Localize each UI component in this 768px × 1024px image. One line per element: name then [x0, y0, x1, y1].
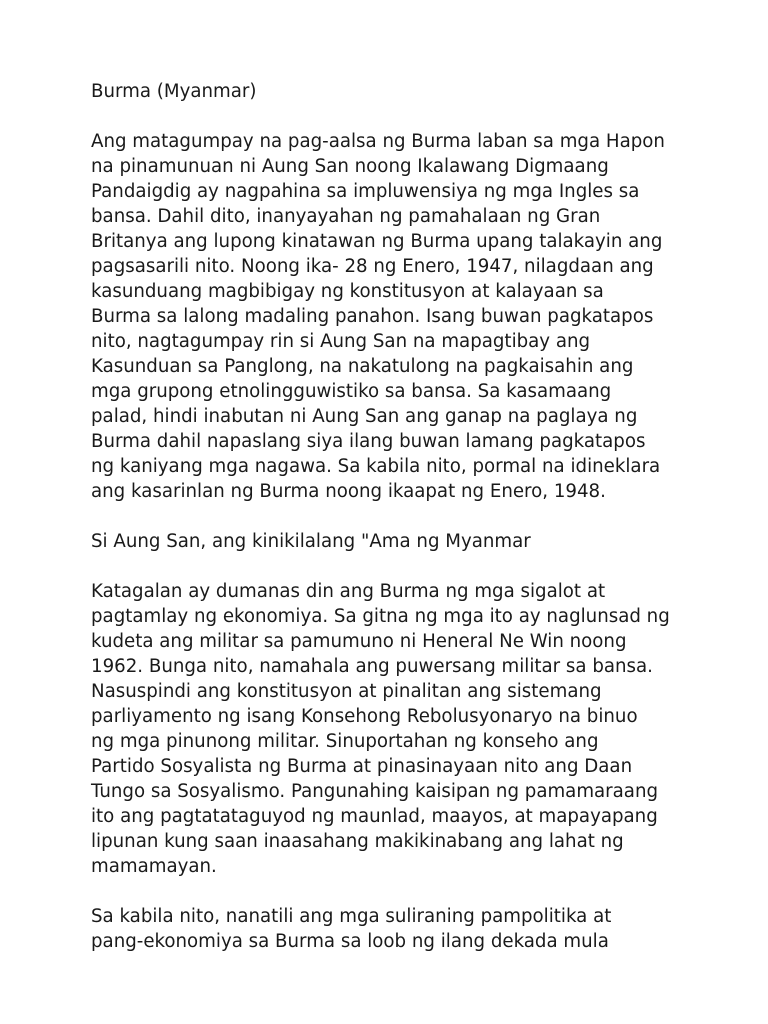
text-line: Britanya ang lupong kinatawan ng Burma upang talakayin ang: [91, 231, 663, 252]
text-line: Tungo sa Sosyalismo. Pangunahing kaisipan ng pamamaraang: [91, 781, 659, 802]
document-body: [91, 79, 711, 954]
paragraph-2: [91, 579, 711, 879]
text-line: mga grupong etnolingguwistiko sa bansa. Sa kasamaang: [91, 381, 612, 402]
text-line: Burma dahil napaslang siya ilang buwan lamang pagkatapos: [91, 431, 646, 452]
text-line: nito, nagtagumpay rin si Aung San na mapagtibay ang: [91, 331, 591, 352]
text-line: Katagalan ay dumanas din ang Burma ng mga sigalot at: [91, 581, 606, 602]
text-line: pagsasarili nito. Noong ika- 28 ng Enero, 1947, nilagdaan ang: [91, 256, 654, 277]
paragraph-3: [91, 904, 711, 954]
text-line: pang-ekonomiya sa Burma sa loob ng ilang dekada mula: [91, 931, 609, 952]
text-line: bansa. Dahil dito, inanyayahan ng pamahalaan ng Gran: [91, 206, 601, 227]
text-line: Kasunduan sa Panglong, na nakatulong na pagkaisahin ang: [91, 356, 634, 377]
text-line: 1962. Bunga nito, namahala ang puwersang militar sa bansa.: [91, 656, 653, 677]
text-line: ng kaniyang mga nagawa. Sa kabila nito, pormal na idineklara: [91, 456, 661, 477]
spacer: [91, 554, 711, 579]
spacer: [91, 104, 711, 129]
text-line: ng mga pinunong militar. Sinuportahan ng konseho ang: [91, 731, 599, 752]
text-line: pagtamlay ng ekonomiya. Sa gitna ng mga ito ay naglunsad ng: [91, 606, 670, 627]
paragraph-1: [91, 129, 711, 504]
spacer: [91, 504, 711, 529]
spacer: [91, 879, 711, 904]
document-title: Burma (Myanmar): [91, 81, 257, 102]
text-line: na pinamunuan ni Aung San noong Ikalawang Digmaang: [91, 156, 609, 177]
text-line: Sa kabila nito, nanatili ang mga suliraning pampolitika at: [91, 906, 612, 927]
text-line: kasunduang magbibigay ng konstitusyon at kalayaan sa: [91, 281, 604, 302]
text-line: Ang matagumpay na pag-aalsa ng Burma laban sa mga Hapon: [91, 131, 665, 152]
text-line: mamamayan.: [91, 856, 217, 877]
text-line: Nasuspindi ang konstitusyon at pinalitan ang sistemang: [91, 681, 602, 702]
text-line: Partido Sosyalista ng Burma at pinasinayaan nito ang Daan: [91, 756, 633, 777]
text-line: kudeta ang militar sa pamumuno ni Heneral Ne Win noong: [91, 631, 627, 652]
text-line: palad, hindi inabutan ni Aung San ang ganap na paglaya ng: [91, 406, 638, 427]
text-line: Burma sa lalong madaling panahon. Isang buwan pagkatapos: [91, 306, 654, 327]
text-line: ang kasarinlan ng Burma noong ikaapat ng Enero, 1948.: [91, 481, 606, 502]
text-line: Pandaigdig ay nagpahina sa impluwensiya ng mga Ingles sa: [91, 181, 640, 202]
text-line: ito ang pagtatataguyod ng maunlad, maayos, at mapayapang: [91, 806, 658, 827]
text-line: parliyamento ng isang Konsehong Rebolusyonaryo na binuo: [91, 706, 638, 727]
image-caption: Si Aung San, ang kinikilalang "Ama ng Myanmar: [91, 531, 531, 552]
text-line: lipunan kung saan inaasahang makikinabang ang lahat ng: [91, 831, 624, 852]
